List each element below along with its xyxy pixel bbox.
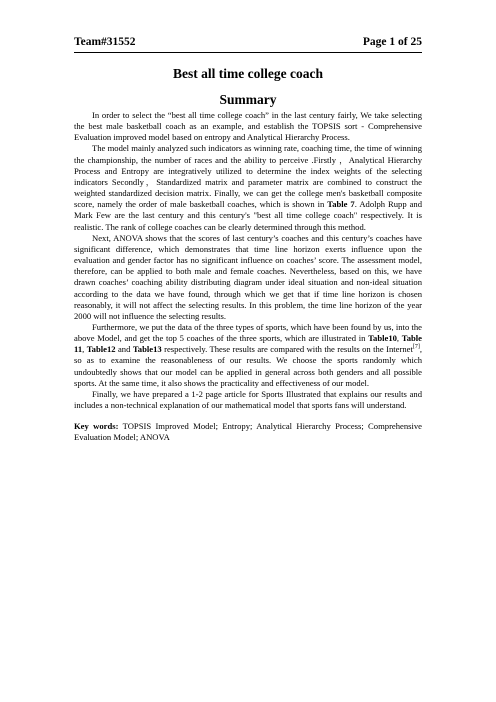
- paragraph-anova: Next, ANOVA shows that the scores of last century’s coaches and this century’s coaches have significant difference, which demonstrates that time line horizon exerts influence upon the evaluation and gender factor has no significant influence on coaches’ score. The assessment model, therefore, can be applied to both male and female coaches. Nevertheless, based on this, we have drawn coaches’ coaching ability distributing diagram under ideal situation and non-ideal situation according to the data we have found, through which we get that if time line horizon is chosen reasonably, it will not affect the selecting results. In this problem, the time line horizon of the year 2000 will not influence the selecting results.: [74, 232, 422, 321]
- paragraph-text: The model mainly analyzed such indicators as winning rate, coaching time, the time of winning the championship, the number of races and the ability to perceive .Firstly ，Analytical Hierarchy Process and Entropy are integratively utilized to determine the index weights of the selecting indicators Secondly，Standardized matrix and parameter matrix are combined to construct the weighted standardized decision matrix. Finally, we can get the college men's basketball composite score, namely the order of male basketball coaches, which is shown in: [74, 143, 422, 210]
- paragraph-intro: In order to select the “best all time college coach” in the last century fairly, We take selecting the best male basketball coach as an example, and establish the TOPSIS sort - Comprehensive Evaluation improved model based on entropy and Analytical Hierarchy Process.: [74, 110, 422, 143]
- summary-heading: Summary: [219, 92, 277, 107]
- paragraph-text: Furthermore, we put the data of the three types of sports, which have been found by us, into the above Model, and get the top 5 coaches of the three sports, which are illustrated in: [74, 321, 422, 344]
- table-reference: Table 11: [74, 333, 422, 355]
- paragraph-sports: [74, 322, 422, 389]
- paragraph-model: [74, 143, 422, 232]
- citation: [7]: [412, 344, 420, 351]
- summary-body: [74, 110, 422, 444]
- paragraph-text: . Adolph Rupp and Mark Few are the last century and this century's "best all time college coach" respectively. It is realistic. The rank of college coaches can be clearly determined through this method.: [74, 199, 422, 232]
- table-reference: Table13: [132, 344, 162, 355]
- paragraph-article: Finally, we have prepared a 1-2 page article for Sports Illustrated that explains our results and includes a non-technical explanation of our mathematical model that sports fans will understand.: [74, 388, 422, 411]
- table-reference: Table 7: [327, 199, 355, 210]
- document-title: Best all time college coach: [173, 66, 323, 81]
- table-reference: Table12: [86, 344, 116, 355]
- separator: ,: [396, 333, 402, 344]
- paragraph-text: , so as to examine the reasonableness of our results. We choose the sports randomly which undoubtedly shows that our model can be applied in general across both genders and all possible sports. At the same time, it also shows the practicality and effectiveness of our model.: [74, 344, 422, 388]
- keywords-label: Key words:: [74, 421, 119, 432]
- page-number: Page 1 of 25: [362, 36, 422, 48]
- keywords: [74, 421, 422, 443]
- page-header: [74, 34, 422, 53]
- team-number: Team#31552: [74, 36, 136, 48]
- separator: ,: [82, 344, 87, 355]
- paragraph-text: respectively. These results are compared with the results on the Internet: [161, 344, 413, 355]
- table-reference: Table10: [368, 333, 397, 344]
- keywords-text: TOPSIS Improved Model; Entropy; Analytical Hierarchy Process; Comprehensive Evaluation Model; ANOVA: [74, 421, 422, 443]
- separator: and: [115, 344, 133, 355]
